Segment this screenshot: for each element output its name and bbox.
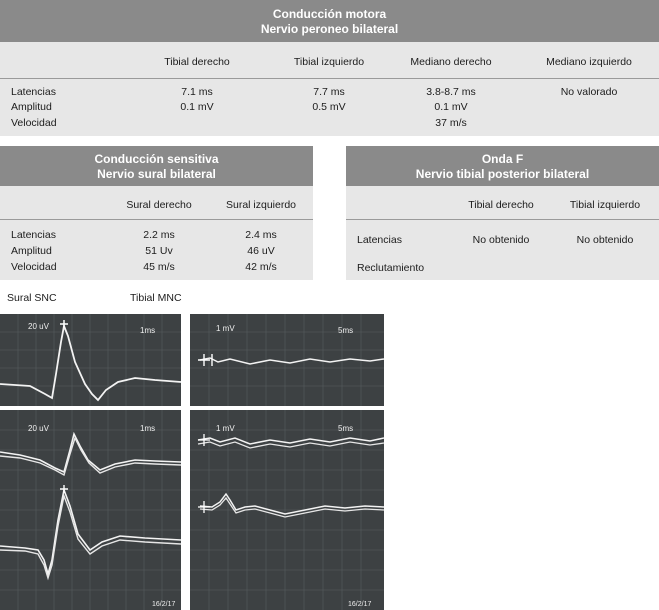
motor-cell: 37 m/s [435, 117, 467, 129]
tibial-trace-bottom-plot [190, 410, 384, 610]
motor-cell: No valorado [560, 86, 618, 98]
time-label: 1ms [140, 424, 156, 433]
gain-label: 1 mV [216, 424, 235, 433]
sural-trace-bottom-plot [0, 410, 181, 610]
sensory-col-header: Sural derecho [126, 199, 192, 211]
motor-row-label: Amplitud [11, 101, 52, 113]
sensory-header [0, 146, 313, 186]
motor-col-header: Tibial izquierdo [293, 56, 365, 68]
f-wave-table [346, 146, 659, 280]
sensory-cell: 2.4 ms [245, 229, 277, 241]
fwave-col-header: Tibial izquierdo [569, 199, 641, 211]
time-label: 1ms [140, 326, 156, 335]
fwave-row-label: Reclutamiento [357, 262, 425, 274]
stimulus-marker [198, 354, 212, 366]
fwave-col-header: Tibial derecho [468, 199, 534, 211]
motor-cell: 7.1 ms [181, 86, 213, 98]
motor-cell: 0.5 mV [312, 101, 346, 113]
fwave-row-label: Latencias [357, 234, 402, 246]
waveform [200, 358, 384, 364]
gain-label: 1 mV [216, 324, 235, 333]
waveform [0, 490, 181, 574]
stimulus-marker [198, 434, 210, 513]
sensory-subtitle: Nervio sural bilateral [97, 167, 216, 181]
motor-subtitle: Nervio peroneo bilateral [260, 22, 399, 36]
tibial-mnc-label: Tibial MNC [130, 292, 182, 304]
fwave-header [346, 146, 659, 186]
gain-label: 20 uV [28, 322, 49, 331]
motor-col-header: Tibial derecho [164, 56, 230, 68]
fwave-cell: No obtenido [472, 234, 530, 246]
stimulus-marker [60, 320, 68, 328]
waveform [200, 494, 384, 514]
date-stamp: 16/2/17 [348, 601, 372, 608]
sensory-cell: 51 Uv [145, 245, 173, 257]
waveform [0, 326, 181, 400]
sensory-cell: 42 m/s [245, 261, 277, 273]
sensory-col-header: Sural izquierdo [225, 199, 297, 211]
motor-divider [0, 78, 659, 79]
motor-cell: 7.7 ms [313, 86, 345, 98]
date-stamp: 16/2/17 [152, 601, 176, 608]
stimulus-marker [60, 485, 68, 493]
motor-cell: 0.1 mV [180, 101, 214, 113]
tibial-trace-bottom [190, 410, 384, 610]
gain-label: 20 uV [28, 424, 49, 433]
sensory-row-label: Latencias [11, 229, 56, 241]
waveform [0, 496, 181, 578]
time-label: 5ms [338, 326, 354, 335]
fwave-subtitle: Nervio tibial posterior bilateral [415, 167, 590, 181]
fwave-title: Onda F [481, 152, 524, 166]
motor-conduction-table [0, 0, 659, 136]
time-label: 5ms [338, 424, 354, 433]
motor-title: Conducción motora [272, 7, 387, 21]
motor-row-label: Velocidad [11, 117, 57, 129]
fwave-divider [346, 219, 659, 220]
tibial-trace-top [190, 314, 384, 406]
sensory-divider [0, 219, 313, 220]
grid [0, 410, 181, 610]
fwave-cell: No obtenido [576, 234, 634, 246]
motor-col-header: Mediano izquierdo [546, 56, 632, 68]
motor-cell: 3.8-8.7 ms [426, 86, 476, 98]
sural-trace-top [0, 314, 181, 406]
sensory-title: Conducción sensitiva [94, 152, 219, 166]
sensory-cell: 46 uV [247, 245, 275, 257]
waveform [0, 434, 181, 472]
motor-row-label: Latencias [11, 86, 56, 98]
sensory-row-label: Velocidad [11, 261, 57, 273]
sensory-cell: 2.2 ms [143, 229, 175, 241]
motor-cell: 0.1 mV [434, 101, 468, 113]
sensory-row-label: Amplitud [11, 245, 52, 257]
sural-trace-bottom [0, 410, 181, 610]
motor-header [0, 0, 659, 42]
sural-snc-label: Sural SNC [7, 292, 57, 304]
sensory-cell: 45 m/s [143, 261, 175, 273]
motor-col-header: Mediano derecho [410, 56, 492, 68]
sensory-conduction-table [0, 146, 313, 280]
